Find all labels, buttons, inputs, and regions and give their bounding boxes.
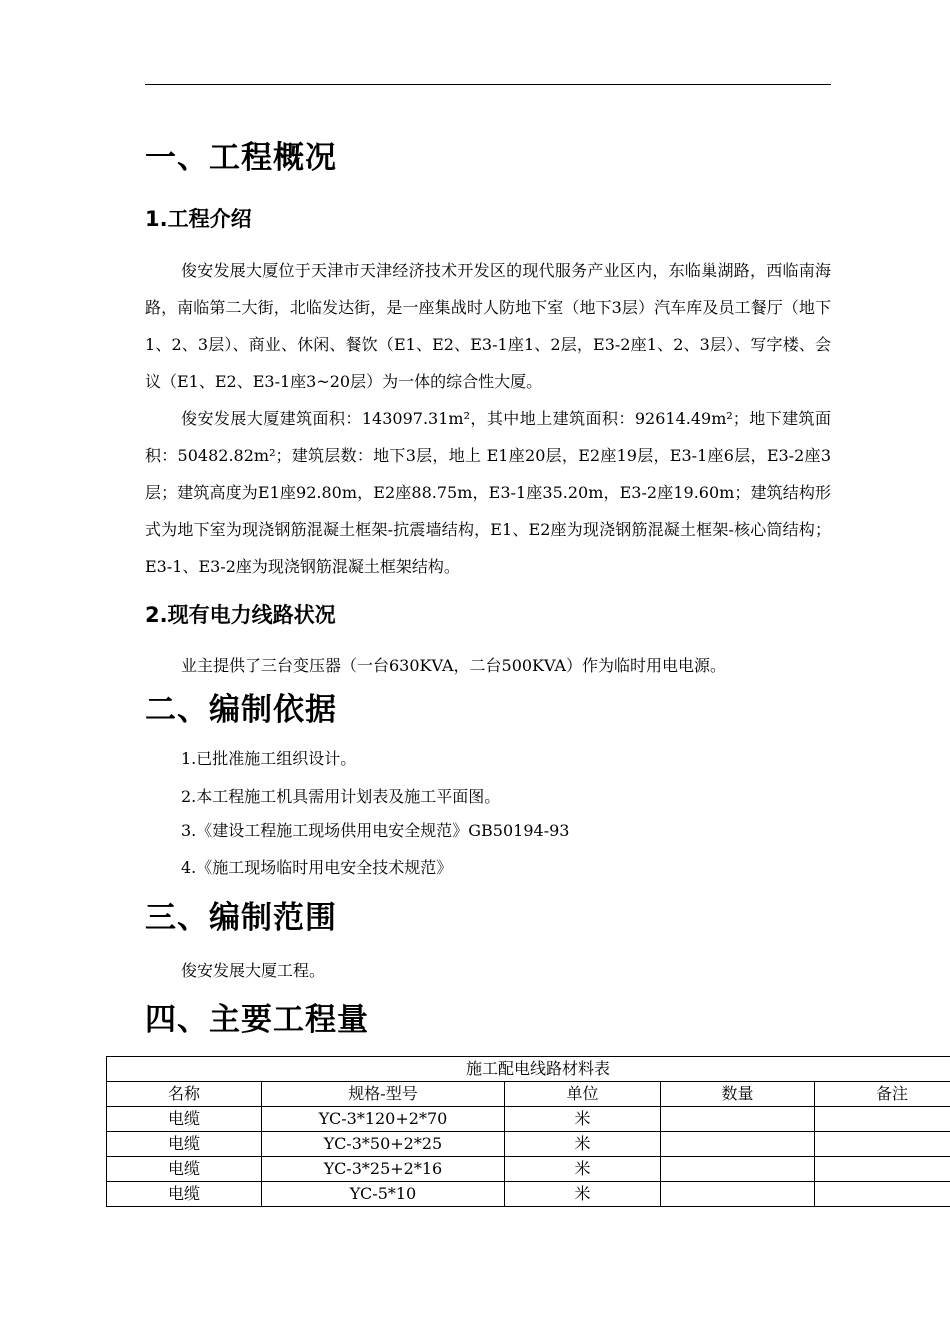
cell-unit: 米 bbox=[505, 1182, 661, 1207]
cell-spec: YC-3*120+2*70 bbox=[262, 1107, 505, 1132]
basis-item-3: 3.《建设工程施工现场供用电安全规范》GB50194-93 bbox=[181, 821, 570, 840]
cell-remark bbox=[815, 1182, 950, 1207]
section-4-title: 四、主要工程量 bbox=[145, 1002, 369, 1038]
basis-item-4: 4.《施工现场临时用电安全技术规范》 bbox=[181, 858, 453, 877]
cell-quantity bbox=[661, 1157, 815, 1182]
materials-table bbox=[106, 1056, 950, 1207]
cell-spec: YC-3*50+2*25 bbox=[262, 1132, 505, 1157]
cell-quantity bbox=[661, 1107, 815, 1132]
cell-name: 电缆 bbox=[107, 1182, 262, 1207]
header-quantity: 数量 bbox=[661, 1082, 815, 1107]
power-status-paragraph: 业主提供了三台变压器（一台630KVA，二台500KVA）作为临时用电电源。 bbox=[181, 656, 727, 675]
table-row bbox=[107, 1182, 950, 1207]
cell-unit: 米 bbox=[505, 1157, 661, 1182]
header-rule bbox=[145, 84, 831, 85]
cell-spec: YC-5*10 bbox=[262, 1182, 505, 1207]
table-caption-row bbox=[107, 1057, 950, 1082]
cell-remark bbox=[815, 1157, 950, 1182]
table-caption: 施工配电线路材料表 bbox=[107, 1057, 950, 1082]
cell-unit: 米 bbox=[505, 1132, 661, 1157]
section-2-title: 二、编制依据 bbox=[145, 692, 337, 728]
section-1-title: 一、工程概况 bbox=[145, 140, 337, 176]
project-intro-paragraph: 俊安发展大厦位于天津市天津经济技术开发区的现代服务产业区内，东临巢湖路，西临南海路，南临第二大街，北临发达街，是一座集战时人防地下室（地下3层）汽车库及员工餐厅（地下1、2、3层）、商业、休闲、餐饮（E1、E2、E3-1座1、2层，E3-2座1、2、3层）、写字楼、会议（E1、E2、E3-1座3~20层）为一体的综合性大厦。 bbox=[145, 261, 831, 391]
cell-unit: 米 bbox=[505, 1107, 661, 1132]
project-area-paragraph: 俊安发展大厦建筑面积：143097.31m²，其中地上建筑面积：92614.49m²；地下建筑面积：50482.82m²；建筑层数：地下3层，地上 E1座20层，E2座19层，E3-1座6层，E3-2座3层；建筑高度为E1座92.80m，E2座88.75m，E3-1座35.20m，E3-2座19.60m；建筑结构形式为地下室为现浇钢筋混凝土框架-抗震墙结构，E1、E2座为现浇钢筋混凝土框架-核心筒结构；E3-1、E3-2座为现浇钢筋混凝土框架结构。 bbox=[145, 409, 831, 576]
table-row bbox=[107, 1157, 950, 1182]
table-row bbox=[107, 1107, 950, 1132]
table-header-row bbox=[107, 1082, 950, 1107]
header-remark: 备注 bbox=[815, 1082, 950, 1107]
cell-remark bbox=[815, 1107, 950, 1132]
header-spec: 规格-型号 bbox=[262, 1082, 505, 1107]
section-3-title: 三、编制范围 bbox=[145, 900, 337, 936]
cell-name: 电缆 bbox=[107, 1132, 262, 1157]
cell-name: 电缆 bbox=[107, 1107, 262, 1132]
subsection-2-title: 2.现有电力线路状况 bbox=[145, 603, 336, 627]
basis-item-1: 1.已批准施工组织设计。 bbox=[181, 749, 357, 768]
scope-paragraph: 俊安发展大厦工程。 bbox=[181, 961, 326, 980]
cell-remark bbox=[815, 1132, 950, 1157]
table-row bbox=[107, 1132, 950, 1157]
cell-quantity bbox=[661, 1182, 815, 1207]
basis-item-2: 2.本工程施工机具需用计划表及施工平面图。 bbox=[181, 787, 501, 806]
cell-name: 电缆 bbox=[107, 1157, 262, 1182]
header-name: 名称 bbox=[107, 1082, 262, 1107]
subsection-1-title: 1.工程介绍 bbox=[145, 207, 252, 231]
cell-quantity bbox=[661, 1132, 815, 1157]
header-unit: 单位 bbox=[505, 1082, 661, 1107]
cell-spec: YC-3*25+2*16 bbox=[262, 1157, 505, 1182]
